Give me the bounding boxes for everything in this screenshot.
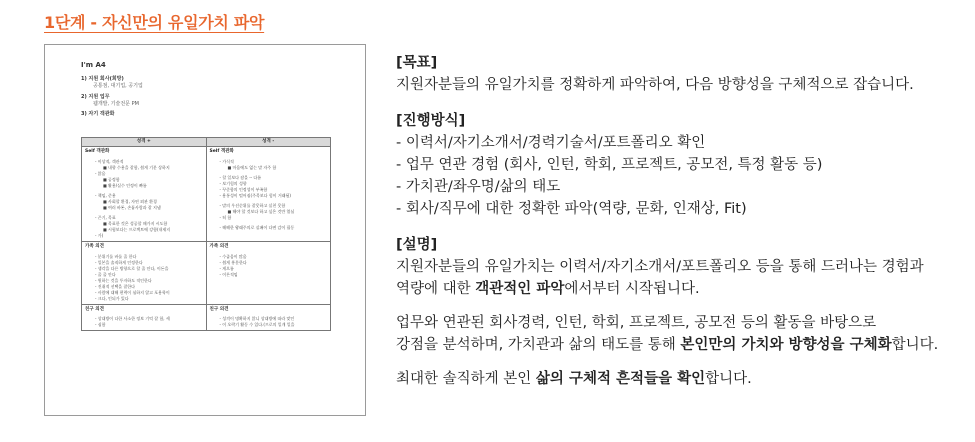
- cell-heading: 친구 의견: [209, 306, 229, 312]
- table-header: [82, 138, 330, 147]
- cell-lines: [85, 316, 203, 328]
- cell-line: - 가식적: [219, 158, 234, 164]
- method-heading: [진행방식]: [396, 113, 466, 129]
- cell-line: - 않음: [95, 170, 106, 176]
- cell-heading: 친구 의견: [85, 306, 104, 312]
- cell-line: - 일본을 솔직하게 인정한다: [95, 259, 143, 265]
- description-panel: [396, 52, 956, 404]
- cell-line: - 이론적임: [219, 271, 238, 277]
- thumbnail-section-label: 1) 지원 회사(희망): [81, 76, 124, 83]
- thumbnail-doc-title: I'm A4: [81, 61, 106, 69]
- explain-emphasis: 객관적인 파악: [475, 281, 565, 297]
- cell-heading: 가족 의견: [209, 243, 229, 249]
- cell-lines: [85, 254, 203, 302]
- goal-text: 지원자분들의 유일가치를 정확하게 파악하여, 다음 방향성을 구체적으로 잡습니다.: [396, 77, 914, 93]
- thumbnail-section-label: 3) 자기 객관화: [81, 111, 115, 118]
- cell-line: ■ 해야 할 것보다 하고 싶은 것만 열심: [227, 208, 295, 214]
- cell-heading: Self 객관화: [85, 149, 110, 154]
- explain-text: 강점을 분석하며, 가치관과 삶의 태도를 통해: [396, 337, 681, 353]
- cell-heading: Self 객관화: [209, 149, 234, 154]
- thumbnail-section-label: 2) 지원 업무: [81, 93, 110, 100]
- step-title: 1단계 - 자신만의 유일가치 파악: [44, 13, 265, 32]
- cell-line: - 할 일보다 잠을 -- 다름: [219, 174, 262, 180]
- cell-line: - 히 함: [219, 214, 232, 220]
- cell-line: - 게으름: [219, 265, 234, 271]
- cell-line: - 책임, 준용: [95, 192, 116, 198]
- cell-line: - 가): [95, 232, 104, 238]
- cell-line: - 원하는 것을 투자하도 적인한다: [95, 277, 152, 283]
- cell-line: ■ 마음에도 없는 말 자주 함: [227, 164, 277, 170]
- table-cell: [82, 305, 207, 331]
- explain-p2-line2: [396, 334, 956, 356]
- cell-line: - 쉽게 흥분한다: [219, 259, 247, 265]
- method-section: [396, 110, 956, 220]
- cell-line: - 성격이 명확하지 않니 상대방에 따라 맞인: [219, 316, 295, 322]
- cell-line: - 이 오락기 활동 수 있다.(프로의 일개 일을: [219, 322, 295, 328]
- method-item: - 가치관/좌우명/삶의 태도: [396, 179, 561, 195]
- cell-line: - 용통성이 떨어짐(주목보다 힘이 거래됨): [219, 192, 291, 198]
- cell-lines: [210, 254, 328, 278]
- explain-emphasis: 삶의 구체적 흔적들을 확인: [535, 371, 706, 387]
- goal-section: [396, 52, 956, 96]
- table-cell: [207, 147, 331, 241]
- explain-heading: [설명]: [396, 237, 438, 253]
- table-cell: [207, 242, 331, 304]
- thumbnail-doc: [81, 61, 331, 118]
- cell-line: - 심함: [95, 322, 106, 328]
- explain-p1-line1: 지원자분들의 유일가치는 이력서/자기소개서/포트폴리오 등을 통해 드러나는 경험과: [396, 259, 924, 275]
- thumbnail-section-sub: 공통점, 대기업, 공기업: [93, 83, 143, 90]
- explain-text: 합니다.: [891, 337, 939, 353]
- cell-lines: [210, 316, 328, 328]
- explain-p1-line2: [396, 278, 956, 300]
- cell-line: - 분위기를 바를 줄 한다: [95, 253, 137, 259]
- cell-line: ■ 시험보다는 프로젝트에 강함(내제지: [103, 226, 171, 232]
- table-row: [82, 147, 330, 242]
- explain-text: 역량에 대한: [396, 281, 476, 297]
- cell-line: ■ 내향 수용을 잘함, 쉽게 기분 상하지: [103, 164, 170, 170]
- cell-lines: [85, 159, 203, 239]
- explain-p3: [396, 368, 956, 390]
- method-item: - 업무 연관 경험 (회사, 인턴, 학회, 프로젝트, 공모전, 특정 활동 등): [396, 157, 823, 173]
- cell-lines: [210, 159, 328, 231]
- table-row: [82, 242, 330, 305]
- table-row: [82, 305, 330, 331]
- goal-heading: [목표]: [396, 55, 438, 71]
- thumbnail-section-sub: 웹개발, 기술전문 PM: [93, 100, 139, 107]
- cell-line: ■ 여러 바톤, 손톱사람과 잘 지냄: [103, 204, 161, 210]
- cell-heading: 가족 의견: [85, 243, 104, 249]
- explain-emphasis: 본인만의 가치와 방향성을 구체화: [680, 337, 892, 353]
- explain-text: 최대한 솔직하게 본인: [396, 371, 536, 387]
- table-header-positive: 성격 +: [82, 138, 207, 146]
- cell-line: - 생각을 다른 방향으로 할 줄 안다, 이든을: [95, 265, 169, 271]
- cell-line: - 줄 줄 안다: [95, 271, 116, 277]
- table-header-negative: 성격 -: [262, 139, 275, 144]
- explain-section: [396, 234, 956, 390]
- table-cell: [82, 147, 207, 241]
- cell-line: ■ 공정함: [103, 176, 120, 182]
- explain-text: 에서부터 시작됩니다.: [564, 281, 700, 297]
- explain-p2-line1: 업무와 연관된 회사경력, 인턴, 학회, 프로젝트, 공모전 등의 활동을 바탕으로: [396, 315, 877, 331]
- self-analysis-table: [81, 137, 331, 331]
- cell-line: - 해해한 왕래주의로 실패이 다면 감이 필동: [219, 224, 295, 230]
- table-cell: [82, 242, 207, 304]
- cell-line: - 이상적, 객관적: [95, 158, 124, 164]
- cell-line: - 보기힘의 성향: [219, 180, 247, 186]
- cell-line: ■ 목표한 것은 성공할 때가지 시도함: [103, 220, 168, 226]
- cell-line: - 사람에 대해 편력이 심하지 않고 포용학이: [95, 289, 170, 295]
- document-thumbnail: [44, 44, 366, 416]
- cell-line: - 상대방이 다한 사소한 정보 기억 잘 함, 세: [95, 316, 170, 322]
- cell-line: - 크다, 인되가 있다: [95, 295, 129, 301]
- cell-line: - 꾸준함의 인정성이 부족함: [219, 186, 268, 192]
- table-cell: [207, 305, 331, 331]
- cell-line: - 말의 우선순위를 잘못하고 실천 못함: [219, 202, 286, 208]
- method-item: - 이력서/자기소개서/경력기술서/포트폴리오 확인: [396, 135, 706, 151]
- cell-line: - 끈기, 목표: [95, 214, 116, 220]
- cell-line: ■ 사회할 환경, 자연 외관 환경: [103, 198, 157, 204]
- cell-line: - 수줍음이 많음: [219, 253, 247, 259]
- cell-line: - 진취적 선택을 잘한다: [95, 283, 136, 289]
- method-item: - 회사/직무에 대한 정확한 파악(역량, 문화, 인재상, Fit): [396, 201, 747, 217]
- explain-text: 합니다.: [705, 371, 752, 387]
- cell-line: ■ 활용/실수 인정이 빠름: [103, 182, 147, 188]
